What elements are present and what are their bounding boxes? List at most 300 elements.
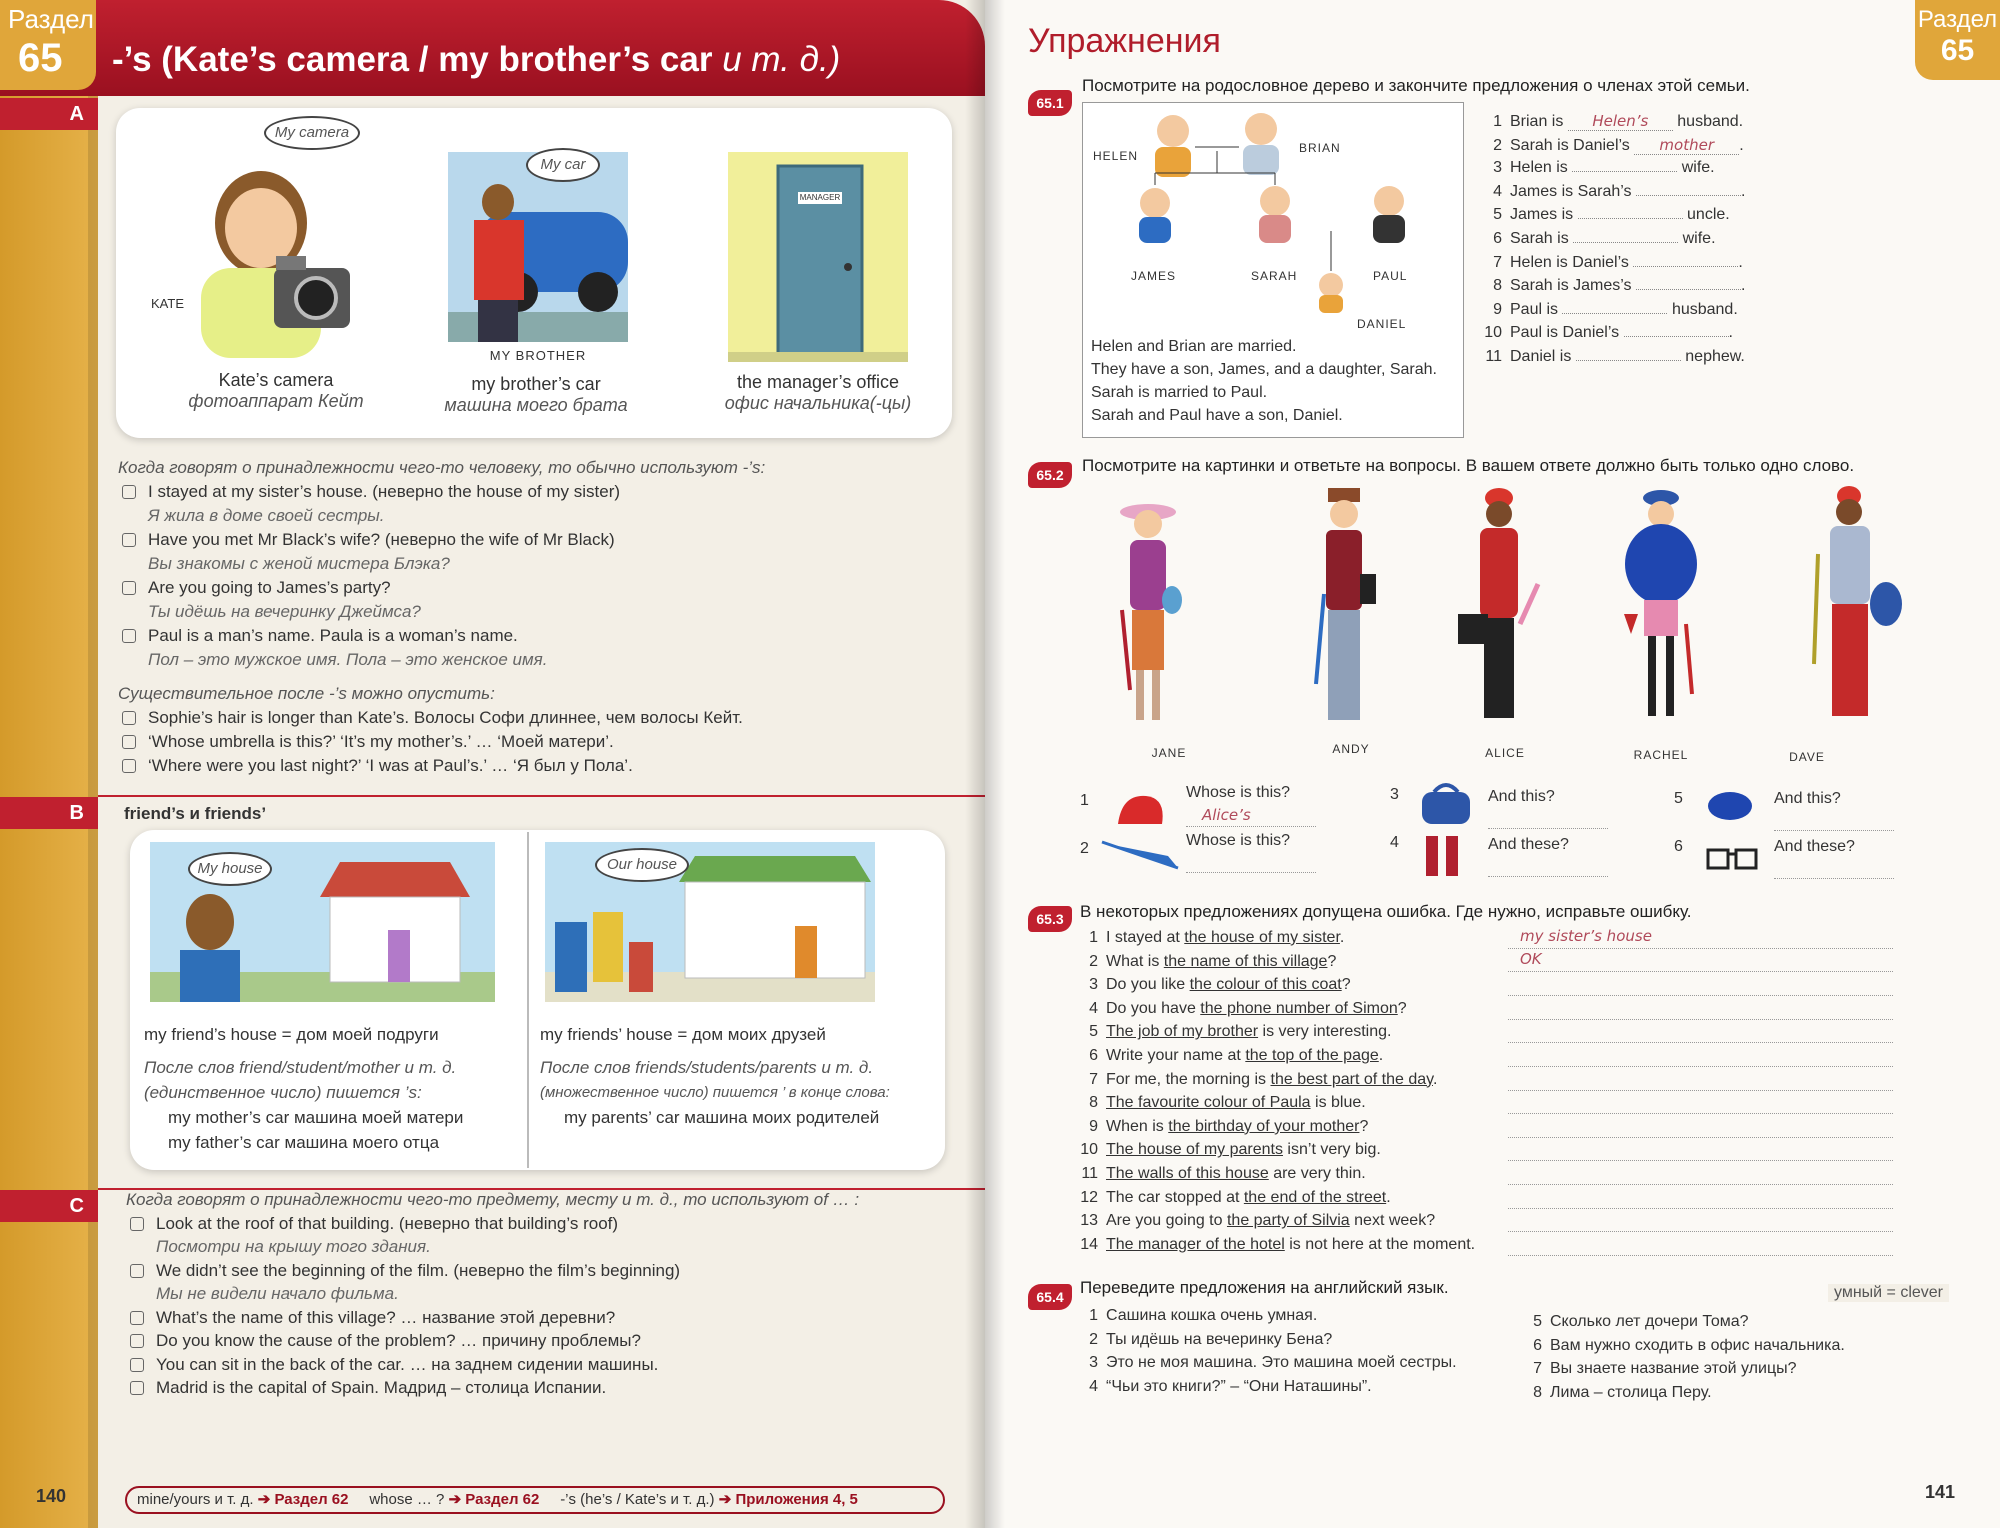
tree-name-sarah: SARAH xyxy=(1251,269,1298,283)
sentence-row xyxy=(1076,1115,1475,1139)
answer-blank[interactable] xyxy=(1636,195,1741,196)
answer-line xyxy=(1774,830,1894,831)
caption-brothers-car xyxy=(416,374,656,416)
b-right-rule: После слов friends/students/parents и т. д. xyxy=(540,1058,874,1077)
example-en: Look at the roof of that building. (неверно that building’s roof) xyxy=(156,1213,619,1233)
answer-blank[interactable] xyxy=(1578,218,1683,219)
sentence-text: James is Sarah’s xyxy=(1510,182,1632,200)
underlined-phrase: the phone number of Simon xyxy=(1200,999,1398,1017)
item-number: 8 xyxy=(1089,1094,1098,1112)
underlined-phrase: the top of the page xyxy=(1245,1046,1379,1064)
panel-divider xyxy=(527,832,529,1168)
sentence-row xyxy=(1076,1162,1475,1186)
tree-name-helen: HELEN xyxy=(1093,149,1139,163)
sentence-text: . xyxy=(1378,1046,1384,1064)
answer-blank[interactable] xyxy=(1576,360,1681,361)
underlined-phrase: The favourite colour of Paula xyxy=(1106,1094,1311,1112)
sentence-row xyxy=(1076,1304,1457,1328)
brother-car-illustration xyxy=(448,152,628,342)
item-number: 4 xyxy=(1089,999,1098,1017)
answer-line xyxy=(1508,1137,1893,1138)
item-number: 6 xyxy=(1493,229,1502,247)
q-number: 6 xyxy=(1674,838,1683,855)
sentence-text: wife. xyxy=(1682,229,1716,247)
caption-kates-camera xyxy=(156,370,396,412)
exercise-65-3-sentences xyxy=(1076,926,1475,1256)
sentence-text: Sarah is James’s xyxy=(1510,277,1632,295)
sentence-row xyxy=(1480,136,1745,160)
example-en: ‘Whose umbrella is this?’ ‘It’s my mother’s.’ … ‘Моей матери’. xyxy=(148,732,614,751)
example-en: Do you know the cause of the problem? … причину проблемы? xyxy=(156,1331,641,1350)
sentence-text: nephew. xyxy=(1685,347,1745,365)
sentence-row xyxy=(1480,112,1745,136)
answer-blank[interactable] xyxy=(1633,266,1738,267)
example-row xyxy=(118,624,938,648)
example-row xyxy=(126,1329,966,1353)
b-right-text xyxy=(540,1022,940,1130)
title-part-3: и т. д.) xyxy=(712,40,841,79)
b-right-rule: (множественное число) пишется ’ в конце слова: xyxy=(540,1084,890,1101)
example-ru: Пол – это мужское имя. Пола – это женское имя. xyxy=(148,650,548,669)
caption-en: my brother’s car xyxy=(471,374,601,394)
item-number: 1 xyxy=(1493,113,1502,130)
section-a-notes xyxy=(118,456,938,778)
manager-office-door-illustration xyxy=(728,152,908,362)
vocab-note: умный = clever xyxy=(1828,1284,1949,1302)
description-line: Helen and Brian are married. xyxy=(1091,338,1297,355)
b-left-text xyxy=(144,1022,514,1155)
sentence-text: ? xyxy=(1359,1117,1369,1135)
sentence-text: Сашина кошка очень умная. xyxy=(1106,1307,1318,1324)
sentence-row xyxy=(1076,1186,1475,1210)
example-en: We didn’t see the beginning of the film. (неверно the film’s beginning) xyxy=(156,1260,681,1280)
sentence-text: Brian is xyxy=(1510,113,1564,130)
item-number: 3 xyxy=(1493,159,1502,177)
sentence-text: is blue. xyxy=(1310,1094,1366,1112)
sentence-text: Ты идёшь на вечеринку Бена? xyxy=(1106,1330,1333,1348)
example-row xyxy=(126,1259,966,1283)
item-number: 6 xyxy=(1089,1046,1098,1064)
description-line: They have a son, James, and a daughter, Sarah. xyxy=(1091,361,1437,378)
caption-ru: офис начальника(-цы) xyxy=(724,393,912,413)
item-number: 6 xyxy=(1533,1336,1542,1354)
page-number-left: 140 xyxy=(36,1486,67,1506)
sentence-row xyxy=(1076,1209,1475,1233)
sentence-text: . xyxy=(1740,182,1746,200)
xref-text: -’s (he’s / Kate’s и т. д.) xyxy=(560,1491,715,1508)
sentence-text: Вам нужно сходить в офис начальника. xyxy=(1550,1336,1845,1354)
unit-badge-right xyxy=(1915,0,2000,80)
answer-1[interactable]: my sister’s house xyxy=(1520,927,1652,945)
sentence-row xyxy=(1480,183,1745,207)
example-en: Paul is a man’s name. Paula is a woman’s name. xyxy=(148,626,518,645)
sentence-text: . xyxy=(1738,253,1743,271)
sentence-row xyxy=(1520,1310,1845,1334)
b-left-rule: После слов friend/student/mother и т. д. xyxy=(144,1058,457,1077)
title-part-1: -’s (Kate’s camera / xyxy=(112,40,439,79)
family-tree-graphic xyxy=(1083,103,1465,333)
answer-blank[interactable] xyxy=(1624,336,1729,337)
unit-number: 65 xyxy=(18,36,63,80)
answer-line xyxy=(1774,878,1894,879)
unit-tab-strip xyxy=(0,0,98,1528)
unit-label: Раздел xyxy=(8,4,94,34)
umbrella-icon xyxy=(1098,834,1182,874)
book-gutter xyxy=(965,0,1005,1528)
sentence-row xyxy=(1076,1044,1475,1068)
speech-bubble-our-house: Our house xyxy=(595,848,689,882)
item-number: 11 xyxy=(1081,1164,1098,1182)
answer-blank[interactable] xyxy=(1562,313,1667,314)
sentence-text: is not here at the moment. xyxy=(1284,1235,1476,1253)
section-tag-a: A xyxy=(0,98,98,130)
answer-line xyxy=(1186,826,1316,827)
example-row xyxy=(126,1306,966,1330)
example-en: Madrid is the capital of Spain. Мадрид – столица Испании. xyxy=(156,1378,607,1397)
exercise-instruction-65-4: Переведите предложения на английский язык. xyxy=(1080,1278,1449,1297)
item-number: 5 xyxy=(1533,1313,1542,1330)
blue-beret-icon xyxy=(1704,786,1754,826)
q-text: And this? xyxy=(1774,790,1841,807)
exercise-instruction-65-1: Посмотрите на родословное дерево и закончите предложения о членах этой семьи. xyxy=(1082,76,1750,95)
example-ru: Мы не видели начало фильма. xyxy=(156,1284,399,1303)
sentence-row xyxy=(1076,997,1475,1021)
sentence-row xyxy=(1480,206,1745,230)
section-b-divider xyxy=(98,795,985,797)
sentence-text: ? xyxy=(1327,952,1337,970)
sentence-text: Paul is xyxy=(1510,300,1559,318)
sentence-text: Do you like xyxy=(1106,976,1190,994)
sentence-text: uncle. xyxy=(1687,206,1730,224)
q-number: 5 xyxy=(1674,790,1683,807)
underlined-phrase: the colour of this coat xyxy=(1189,976,1342,994)
sentence-text: When is xyxy=(1106,1117,1169,1135)
item-number: 7 xyxy=(1533,1360,1542,1378)
left-page xyxy=(0,0,985,1528)
example-row xyxy=(118,754,938,778)
answer-line xyxy=(1488,876,1608,877)
answer-line xyxy=(1508,995,1893,996)
page-number-right: 141 xyxy=(1925,1482,1956,1502)
underlined-phrase: The manager of the hotel xyxy=(1106,1235,1285,1253)
xref-link[interactable]: ➔ Приложения 4, 5 xyxy=(718,1491,858,1508)
section-tag-b: B xyxy=(0,797,98,829)
item-number: 9 xyxy=(1089,1117,1098,1135)
sentence-row xyxy=(1076,1375,1457,1399)
exercise-instruction-65-2: Посмотрите на картинки и ответьте на вопросы. В вашем ответе должно быть только одно слово. xyxy=(1082,456,1855,475)
item-number: 2 xyxy=(1089,952,1098,970)
xref-text: mine/yours и т. д. xyxy=(137,1491,254,1508)
sentence-text: are very thin. xyxy=(1268,1164,1366,1182)
sentence-row xyxy=(1076,1020,1475,1044)
answer-blank[interactable] xyxy=(1573,242,1678,243)
b-left-rule: (единственное число) пишется ’s: xyxy=(144,1083,422,1102)
underlined-phrase: the house of my sister xyxy=(1184,929,1340,946)
sentence-text: Do you have xyxy=(1106,999,1201,1017)
family-description xyxy=(1091,335,1437,427)
kate-camera-illustration xyxy=(151,128,416,358)
exercise-65-4-right xyxy=(1520,1310,1845,1404)
sentence-row xyxy=(1076,1233,1475,1257)
b-left-caption: my friend’s house = дом моей подруги xyxy=(144,1025,439,1044)
example-row xyxy=(118,528,938,552)
tree-name-brian: BRIAN xyxy=(1299,141,1341,155)
section-b-title: friend’s и friends’ xyxy=(124,804,267,823)
sentence-row xyxy=(1076,950,1475,974)
my-brother-tag: MY BROTHER xyxy=(489,348,587,363)
sentence-row xyxy=(1480,301,1745,325)
sentence-row xyxy=(1076,926,1475,950)
unit-number: 65 xyxy=(1940,34,1975,67)
caption-en: Kate’s camera xyxy=(218,370,334,390)
sentence-text: Paul is Daniel’s xyxy=(1510,324,1620,342)
example-en: What’s the name of this village? … название этой деревни? xyxy=(156,1307,616,1327)
example-en: Are you going to James’s party? xyxy=(148,578,391,597)
sentence-row xyxy=(1480,230,1745,254)
sentence-text: isn’t very big. xyxy=(1282,1141,1381,1159)
q-answer[interactable]: Alice’s xyxy=(1202,806,1251,824)
section-tag-c: C xyxy=(0,1190,98,1222)
q-number: 4 xyxy=(1390,834,1399,851)
answer-line xyxy=(1508,1255,1893,1256)
sentence-row xyxy=(1480,324,1745,348)
section-b-panel xyxy=(130,830,945,1170)
example-ru: Я жила в доме своей сестры. xyxy=(148,506,385,525)
item-number: 14 xyxy=(1080,1235,1098,1253)
item-number: 1 xyxy=(1089,929,1098,946)
sentence-text: For me, the morning is xyxy=(1106,1070,1271,1088)
item-number: 7 xyxy=(1089,1070,1098,1088)
answer-blank[interactable] xyxy=(1636,289,1741,290)
q-text: And these? xyxy=(1774,838,1855,855)
sentence-text: James is xyxy=(1510,206,1574,224)
section-a-illustration-panel xyxy=(116,108,952,438)
family-tree xyxy=(1082,102,1464,438)
answer-blank[interactable]: Helen’s xyxy=(1568,112,1673,131)
bag-icon xyxy=(1418,778,1474,828)
xref-text: whose … ? xyxy=(369,1491,445,1508)
item-number: 8 xyxy=(1493,277,1502,295)
sentence-text: Sarah is Daniel’s xyxy=(1510,136,1630,154)
caption-ru: машина моего брата xyxy=(444,395,628,415)
sentence-text: Лима – столица Перу. xyxy=(1550,1383,1712,1401)
item-number: 3 xyxy=(1089,1354,1098,1372)
sentence-text: Вы знаете название этой улицы? xyxy=(1550,1360,1797,1378)
answer-line xyxy=(1508,971,1893,972)
answer-line xyxy=(1508,1184,1893,1185)
description-line: Sarah is married to Paul. xyxy=(1091,384,1268,401)
example-en: I stayed at my sister’s house. (неверно the house of my sister) xyxy=(148,482,621,501)
page-title xyxy=(112,40,840,80)
answer-line xyxy=(1488,828,1608,829)
underlined-phrase: The job of my brother xyxy=(1106,1023,1259,1041)
sentence-text: Это не моя машина. Это машина моей сестры. xyxy=(1106,1354,1457,1372)
person-alice-figure xyxy=(1454,484,1544,730)
person-name-alice: ALICE xyxy=(1485,746,1525,760)
item-number: 8 xyxy=(1533,1383,1542,1401)
person-name-rachel: RACHEL xyxy=(1633,748,1689,762)
sentence-text: . xyxy=(1339,929,1345,946)
answer-blank[interactable] xyxy=(1572,171,1677,172)
sentence-text: is very interesting. xyxy=(1258,1023,1392,1041)
red-hat-icon xyxy=(1112,790,1172,830)
section-a-intro-2: Существительное после -’s можно опустить: xyxy=(118,684,495,703)
sentence-text: Сколько лет дочери Тома? xyxy=(1550,1313,1749,1330)
sentence-text: wife. xyxy=(1681,159,1715,177)
sentence-row xyxy=(1076,1091,1475,1115)
exercises-title: Упражнения xyxy=(1028,22,1221,60)
sentence-text: . xyxy=(1386,1188,1391,1206)
title-part-2: my brother’s car xyxy=(438,40,713,79)
tree-name-paul: PAUL xyxy=(1373,269,1408,283)
sentence-text: . xyxy=(1740,277,1746,295)
section-c-intro: Когда говорят о принадлежности чего-то предмету, месту и т. д., то используют of … : xyxy=(126,1190,860,1209)
manager-door-sign: MANAGER xyxy=(799,193,841,202)
answer-line xyxy=(1508,1231,1893,1232)
answer-line xyxy=(1508,1090,1893,1091)
section-a-intro: Когда говорят о принадлежности чего-то человеку, то обычно используют -’s: xyxy=(118,458,766,477)
b-right-example: my parents’ car машина моих родителей xyxy=(564,1108,880,1127)
example-row xyxy=(126,1212,966,1236)
q-number: 1 xyxy=(1080,792,1089,809)
sentence-text: . xyxy=(1728,324,1733,342)
sentence-row xyxy=(1520,1381,1845,1405)
glasses-icon xyxy=(1704,836,1760,876)
sentence-text: . xyxy=(1739,136,1744,154)
caption-ru: фотоаппарат Кейт xyxy=(188,391,364,411)
item-number: 7 xyxy=(1493,253,1502,271)
item-number: 3 xyxy=(1089,976,1098,994)
example-en: ‘Where were you last night?’ ‘I was at Paul’s.’ … ‘Я был у Пола’. xyxy=(148,756,633,775)
answer-line xyxy=(1186,872,1316,873)
sentence-text: Daniel is xyxy=(1510,347,1572,365)
example-ru: Ты идёшь на вечеринку Джеймса? xyxy=(148,602,421,621)
example-row xyxy=(118,576,938,600)
description-line: Sarah and Paul have a son, Daniel. xyxy=(1091,407,1343,424)
unit-badge xyxy=(0,0,96,90)
sentence-text: What is xyxy=(1106,952,1164,970)
sentence-row xyxy=(1480,277,1745,301)
item-number: 10 xyxy=(1484,324,1502,342)
answer-blank[interactable]: mother xyxy=(1634,136,1739,155)
sentence-text: ? xyxy=(1397,999,1407,1017)
sentence-text: . xyxy=(1432,1070,1438,1088)
answer-2[interactable]: OK xyxy=(1520,950,1542,968)
person-name-jane: JANE xyxy=(1151,746,1187,760)
item-number: 4 xyxy=(1089,1377,1098,1395)
sentence-text: Sarah is xyxy=(1510,229,1569,247)
item-number: 13 xyxy=(1080,1212,1098,1230)
speech-bubble-my-car: My car xyxy=(526,148,600,182)
exercise-badge-65-3: 65.3 xyxy=(1028,906,1072,932)
underlined-phrase: the best part of the day xyxy=(1270,1070,1433,1088)
answer-line xyxy=(1508,1208,1893,1209)
sentence-row xyxy=(1076,1138,1475,1162)
person-jane-figure xyxy=(1108,490,1188,730)
person-name-dave: DAVE xyxy=(1789,750,1825,764)
q-text: Whose is this? xyxy=(1186,784,1291,801)
tree-name-james: JAMES xyxy=(1131,269,1177,283)
answer-line xyxy=(1508,1042,1893,1043)
b-left-example: my father’s car машина моего отца xyxy=(168,1133,440,1152)
underlined-phrase: The house of my parents xyxy=(1106,1141,1283,1159)
sentence-row xyxy=(1076,1068,1475,1092)
example-row xyxy=(118,480,938,504)
item-number: 1 xyxy=(1089,1307,1098,1324)
sentence-text: “Чьи это книги?” – “Они Наташины”. xyxy=(1106,1377,1372,1395)
example-row xyxy=(126,1376,966,1400)
sentence-row xyxy=(1520,1357,1845,1381)
sentence-text: The car stopped at xyxy=(1106,1188,1244,1206)
sentence-text: husband. xyxy=(1677,113,1744,130)
item-number: 2 xyxy=(1493,136,1502,154)
kate-tag: KATE xyxy=(151,296,184,311)
exercise-badge-65-4: 65.4 xyxy=(1028,1284,1072,1310)
item-number: 5 xyxy=(1493,206,1502,224)
answer-line xyxy=(1508,1019,1893,1020)
item-number: 10 xyxy=(1080,1141,1098,1159)
example-ru: Посмотри на крышу того здания. xyxy=(156,1237,431,1256)
sentence-text: I stayed at xyxy=(1106,929,1185,946)
answer-line xyxy=(1508,1066,1893,1067)
sentence-text: Helen is xyxy=(1510,159,1568,177)
person-dave-figure xyxy=(1804,484,1904,730)
boots-icon xyxy=(1420,832,1470,882)
xref-link[interactable]: ➔ Раздел 62 xyxy=(448,1491,540,1508)
caption-en: the manager’s office xyxy=(736,372,900,392)
q-number: 2 xyxy=(1080,840,1089,857)
sentence-text: Are you going to xyxy=(1106,1212,1227,1230)
example-en: Sophie’s hair is longer than Kate’s. Волосы Софи длиннее, чем волосы Кейт. xyxy=(148,708,743,727)
underlined-phrase: the birthday of your mother xyxy=(1168,1117,1360,1135)
q-text: And this? xyxy=(1488,788,1555,805)
person-rachel-figure xyxy=(1616,484,1706,730)
sentence-text: husband. xyxy=(1671,300,1738,318)
underlined-phrase: the party of Silvia xyxy=(1226,1212,1350,1230)
person-name-andy: ANDY xyxy=(1332,742,1370,756)
example-ru: Вы знакомы с женой мистера Блэка? xyxy=(148,554,450,573)
caption-managers-office xyxy=(698,372,938,414)
item-number: 5 xyxy=(1089,1023,1098,1041)
tree-name-daniel: DANIEL xyxy=(1357,317,1407,331)
exercise-badge-65-2: 65.2 xyxy=(1028,462,1072,488)
item-number: 9 xyxy=(1493,300,1502,318)
cross-reference-footer xyxy=(125,1486,945,1514)
answer-line xyxy=(1508,948,1893,949)
item-number: 4 xyxy=(1493,182,1502,200)
exercise-65-1-sentences xyxy=(1480,112,1745,372)
underlined-phrase: the name of this village xyxy=(1163,952,1328,970)
q-text: And these? xyxy=(1488,836,1569,853)
item-number: 12 xyxy=(1080,1188,1098,1206)
example-row xyxy=(118,730,938,754)
example-row xyxy=(118,706,938,730)
exercise-instruction-65-3: В некоторых предложениях допущена ошибка. Где нужно, исправьте ошибку. xyxy=(1080,902,1692,921)
sentence-row xyxy=(1480,159,1745,183)
speech-bubble-my-camera: My camera xyxy=(264,116,360,150)
sentence-row xyxy=(1520,1334,1845,1358)
sentence-row xyxy=(1076,1328,1457,1352)
example-en: You can sit in the back of the car. … на заднем сидении машины. xyxy=(156,1354,659,1374)
sentence-row xyxy=(1076,1351,1457,1375)
answer-line xyxy=(1508,1160,1893,1161)
q-number: 3 xyxy=(1390,786,1399,803)
xref-link[interactable]: ➔ Раздел 62 xyxy=(257,1491,349,1508)
sentence-text: next week? xyxy=(1349,1212,1436,1230)
unit-label: Раздел xyxy=(1917,6,1998,33)
sentence-row xyxy=(1480,348,1745,372)
item-number: 11 xyxy=(1485,347,1502,365)
